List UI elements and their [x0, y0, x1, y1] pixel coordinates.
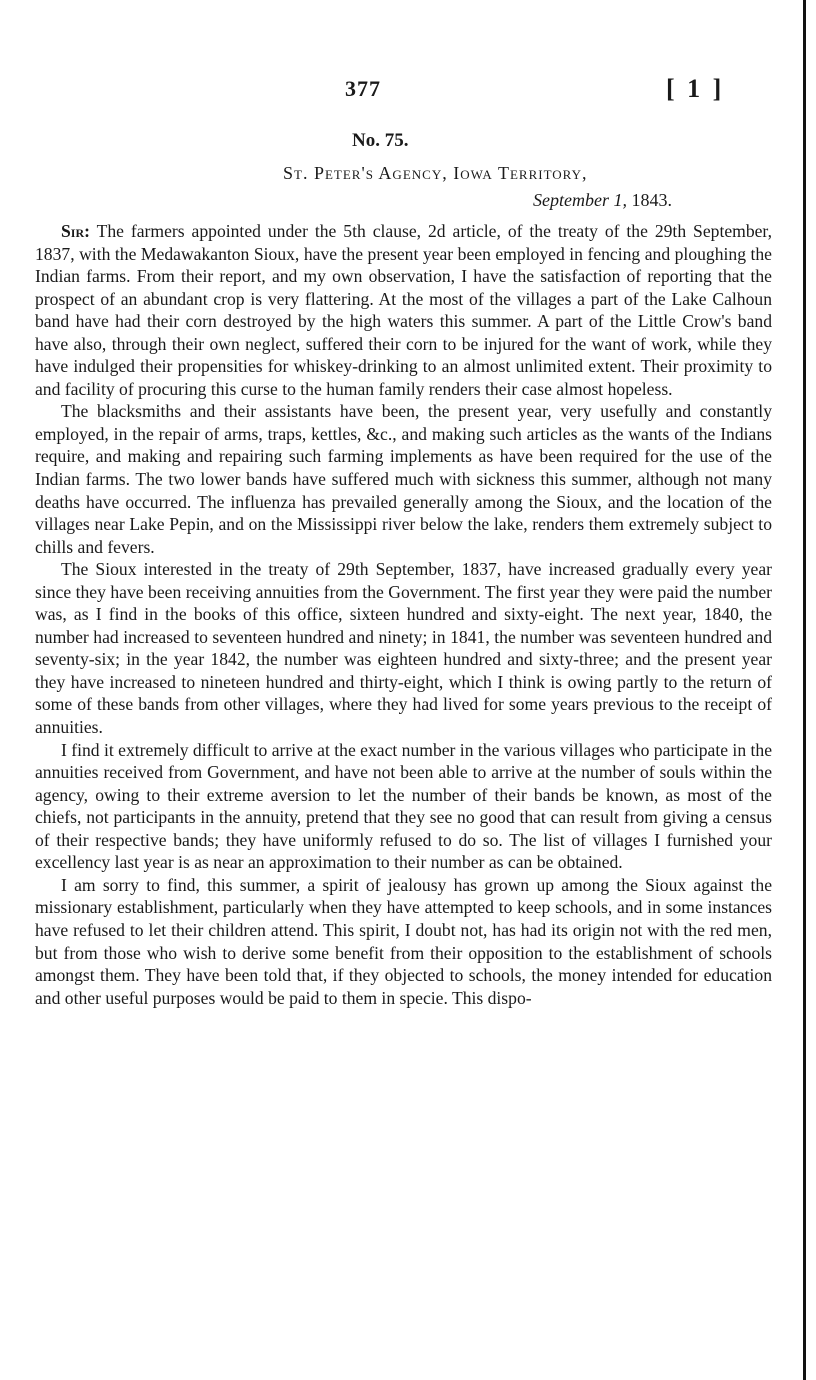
paragraph-3: The Sioux interested in the treaty of 29th September, 1837, have increased gradually every year since they have been receiving annuities from the Government. The first year they were paid the number was, as I find in the books of this office, sixteen hundred and sixty-eight. The next year, 1840, the number had increased to seventeen hundred and ninety; in 1841, the number was seventeen hundred and seventy-six; in the year 1842, the number was eighteen hundred and sixty-three; and the present year they have increased to nineteen hundred and thirty-eight, which I think is owing partly to the return of some of these bands from other villages, where they had lived for some years previous to the receipt of annuities.	[35, 559, 772, 738]
salutation: Sir:	[61, 221, 90, 241]
paragraph-1	[35, 220, 772, 400]
page-number: 377	[345, 76, 381, 101]
paragraph-2: The blacksmiths and their assistants have been, the present year, very usefully and constantly employed, in the repair of arms, traps, kettles, &c., and making such articles as the wants of the Indians require, and making and repairing such farming implements as have been required for the use of the Indian farms. The two lower bands have suffered much with sickness this summer, although not many deaths have occurred. The influenza has prevailed generally among the Sioux, and the location of the villages near Lake Pepin, and on the Mississippi river below the lake, renders them extremely subject to chills and fevers.	[35, 401, 772, 557]
dateline-place: St. Peter's Agency, Iowa Territory,	[283, 163, 588, 183]
dateline-date	[533, 190, 672, 211]
document-bracket-number: [ 1 ]	[666, 74, 725, 103]
paragraph-5: I am sorry to find, this summer, a spirit of jealousy has grown up among the Sioux against the missionary establishment, particularly when they have attempted to keep schools, and in some instances have refused to let their children attend. This spirit, I doubt not, has had its origin not with the red men, but from those who wish to derive some benefit from their opposition to the establishment of schools amongst them. They have been told that, if they objected to schools, the money intended for education and other useful purposes would be paid to them in specie. This dispo-	[35, 874, 772, 1008]
dateline-year: 1843.	[626, 190, 672, 210]
page-edge-line	[803, 0, 806, 1380]
letter-body	[35, 220, 772, 1009]
document-number: No. 75.	[352, 130, 409, 151]
paragraph-4: I find it extremely difficult to arrive at the exact number in the various villages who participate in the annuities received from Government, and have not been able to arrive at the number of souls within the agency, owing to their extreme aversion to let the number of their bands be known, as most of the chiefs, not participants in the annuity, pretend that they see no good that can result from giving a census of their respective bands; they have uniformly refused to do so. The list of villages I furnished your excellency last year is as near an approximation to their number as can be obtained.	[35, 739, 773, 873]
dateline-month-day: September 1,	[533, 190, 627, 210]
paragraph-1-text: The farmers appointed under the 5th clause, 2d article, of the treaty of the 29th September, 1837, with the Medawakanton Sioux, have the present year been employed in fencing and ploughing the Indian farms. From their report, and my own observation, I have the satisfaction of reporting that the prospect of an abundant crop is very flattering. At the most of the villages a part of the Lake Calhoun band have had their corn destroyed by the high waters this summer. A part of the Little Crow's band have also, through their own neglect, suffered their corn to be injured for the want of work, while they have indulged their propensities for whiskey-drinking to an almost unlimited extent. Their proximity to and facility of procuring this curse to the human family renders their case almost hopeless.	[35, 221, 772, 399]
